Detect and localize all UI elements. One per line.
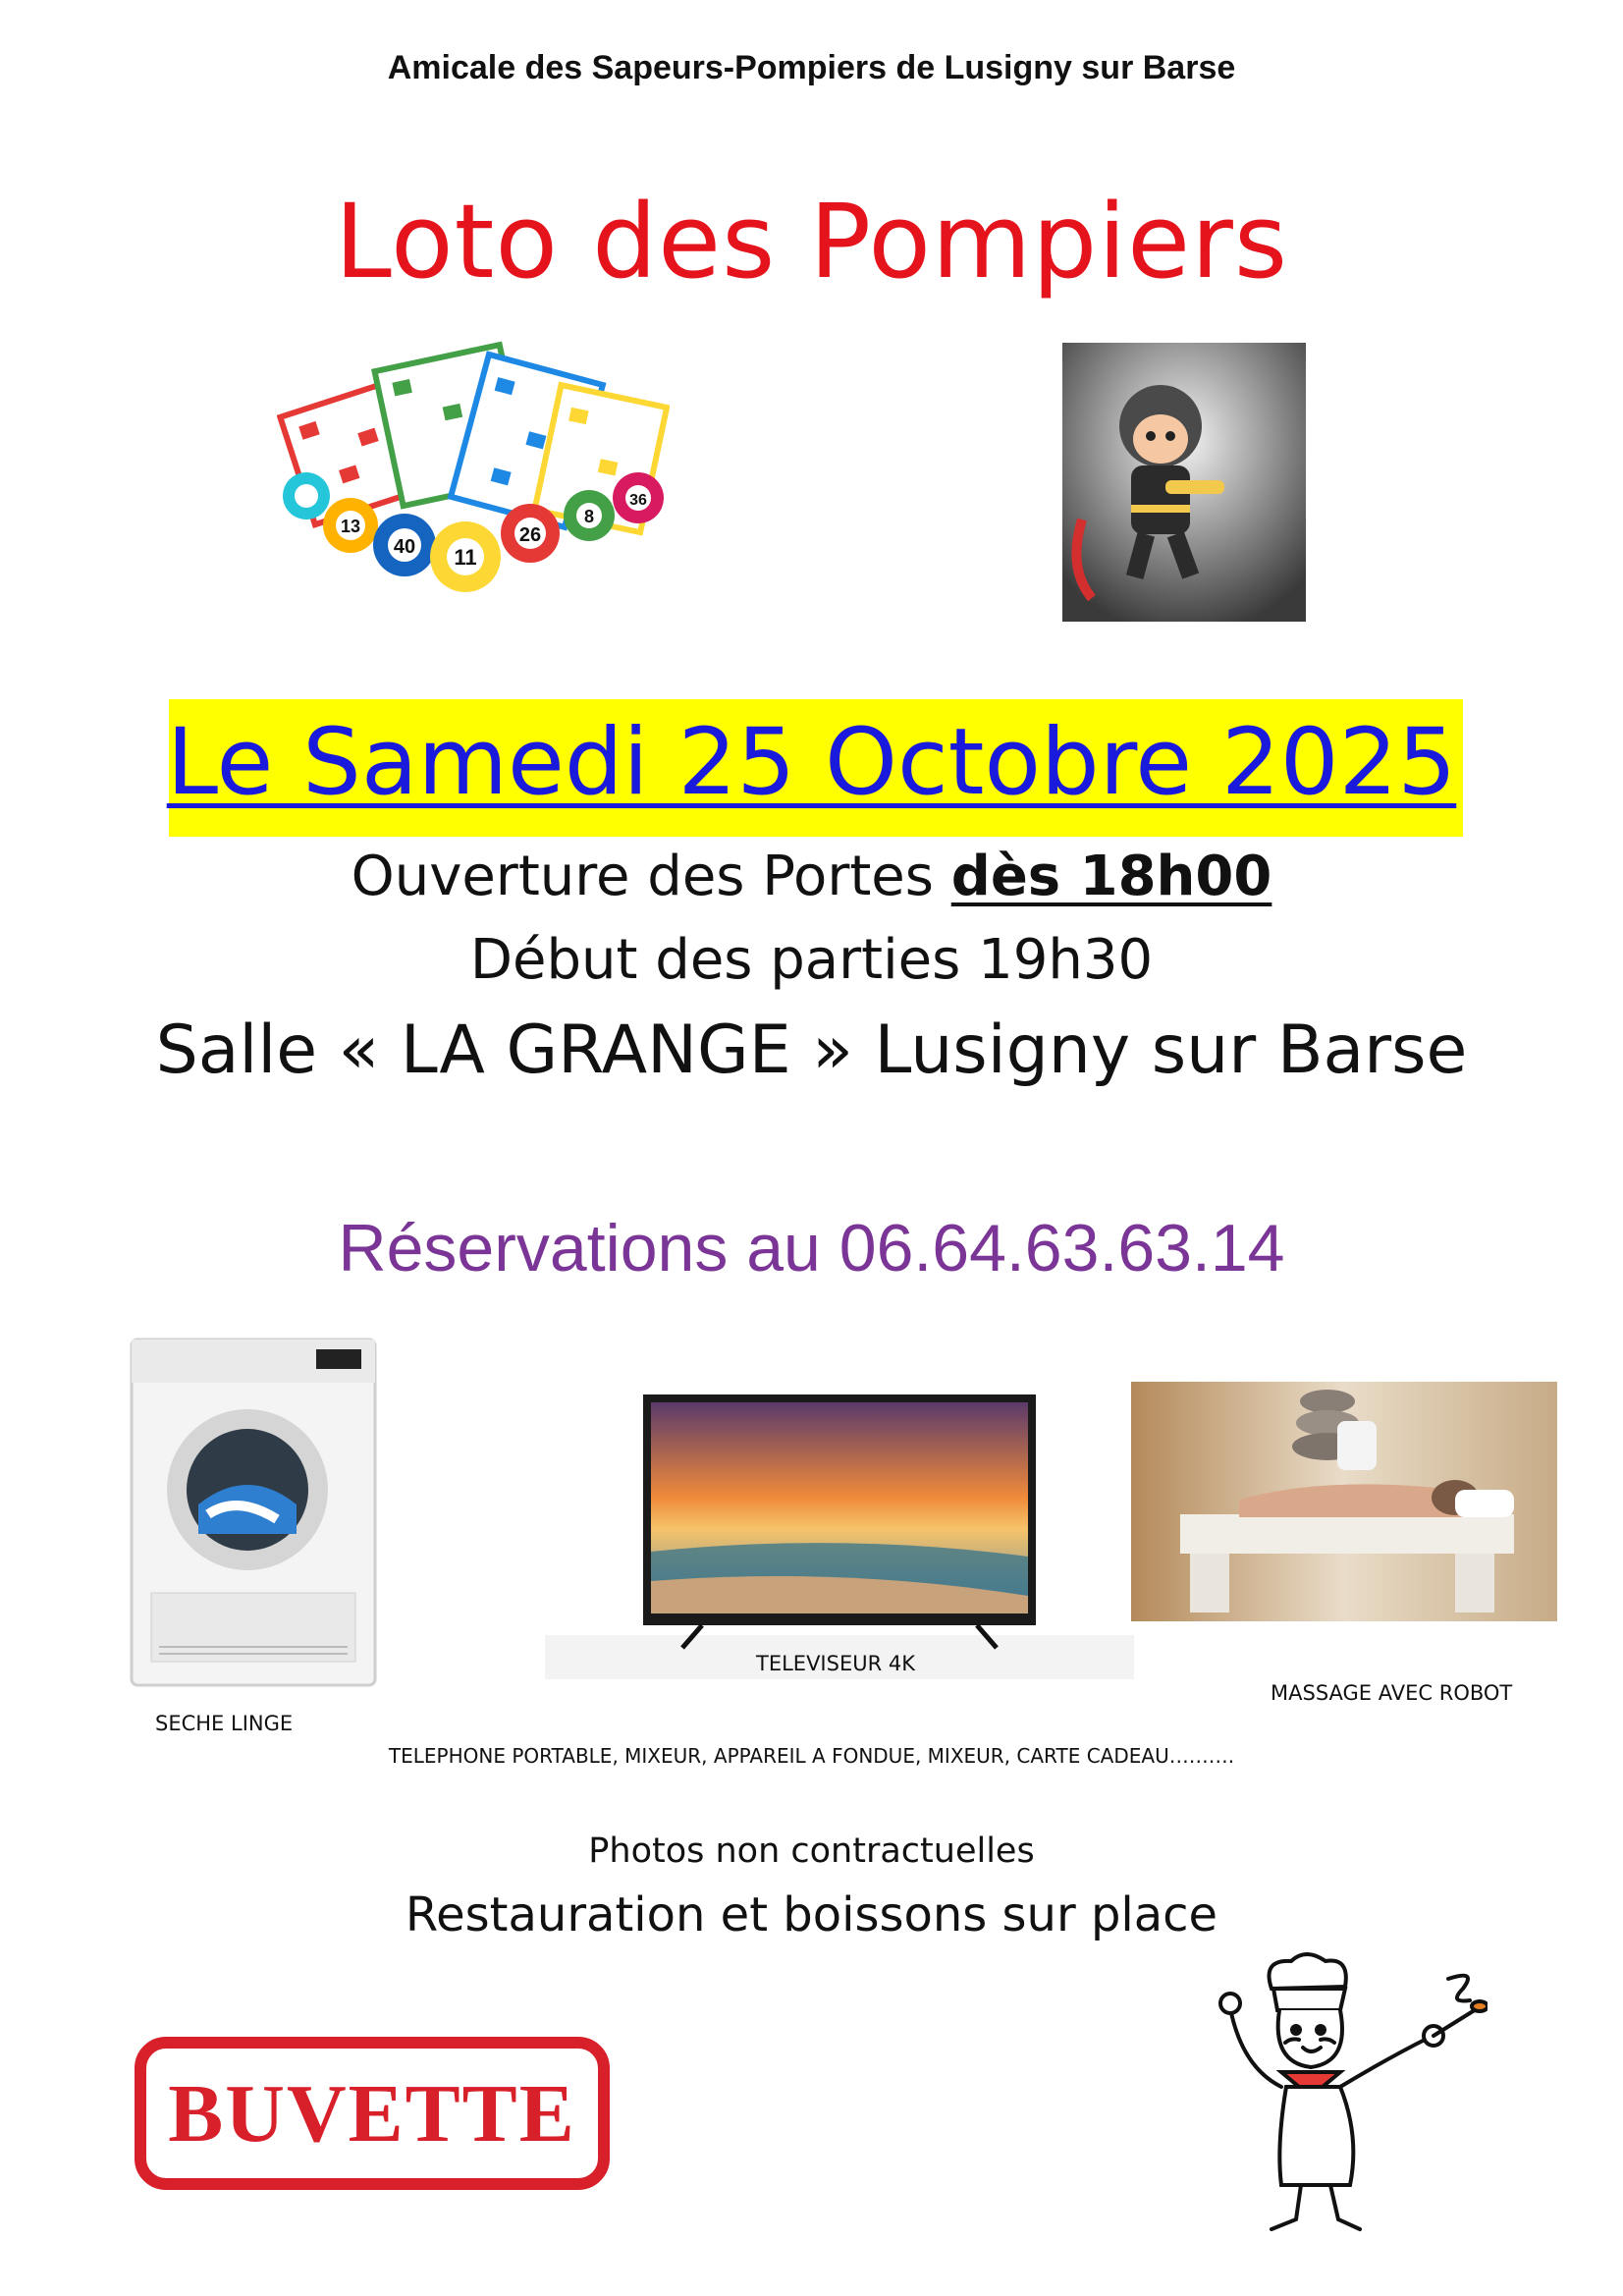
event-date: Le Samedi 25 Octobre 2025: [166, 709, 1457, 816]
ball-number: 13: [340, 517, 361, 536]
food-drinks: Restauration et boissons sur place: [405, 1887, 1218, 1942]
buvette-label: BUVETTE: [168, 2068, 576, 2159]
caption-massage: MASSAGE AVEC ROBOT: [1271, 1681, 1513, 1705]
tumble-dryer-image: [130, 1338, 377, 1687]
photos-disclaimer: Photos non contractuelles: [588, 1831, 1035, 1871]
doors-time: dès 18h00: [950, 845, 1272, 908]
games-start: Début des parties 19h30: [469, 928, 1154, 992]
other-prizes: TELEPHONE PORTABLE, MIXEUR, APPAREIL A FONDUE, MIXEUR, CARTE CADEAU……….: [388, 1744, 1235, 1768]
caption-dryer: SECHE LINGE: [155, 1712, 294, 1735]
ball-number: 26: [518, 524, 542, 546]
buvette-stamp: [133, 2035, 612, 2192]
organizer-name: Amicale des Sapeurs-Pompiers de Lusigny sur Barse: [387, 49, 1236, 86]
venue: Salle « LA GRANGE » Lusigny sur Barse: [155, 1011, 1468, 1089]
reservation-phone: Réservations au 06.64.63.63.14: [338, 1211, 1285, 1285]
doors-opening: [0, 845, 1623, 908]
firefighter-illustration: [1062, 343, 1306, 622]
chef-illustration: [1213, 1949, 1488, 2234]
television-image: [545, 1385, 1134, 1679]
ball-number: 8: [583, 507, 595, 526]
doors-prefix: Ouverture des Portes: [351, 845, 951, 908]
ball-number: 36: [629, 492, 647, 509]
massage-robot-image: [1131, 1382, 1557, 1621]
caption-tv: TELEVISEUR 4K: [756, 1652, 915, 1675]
ball-number: 40: [393, 536, 416, 558]
poster-title: Loto des Pompiers: [334, 182, 1289, 301]
ball-number: 11: [454, 545, 477, 570]
loto-cards-illustration: [277, 339, 670, 609]
